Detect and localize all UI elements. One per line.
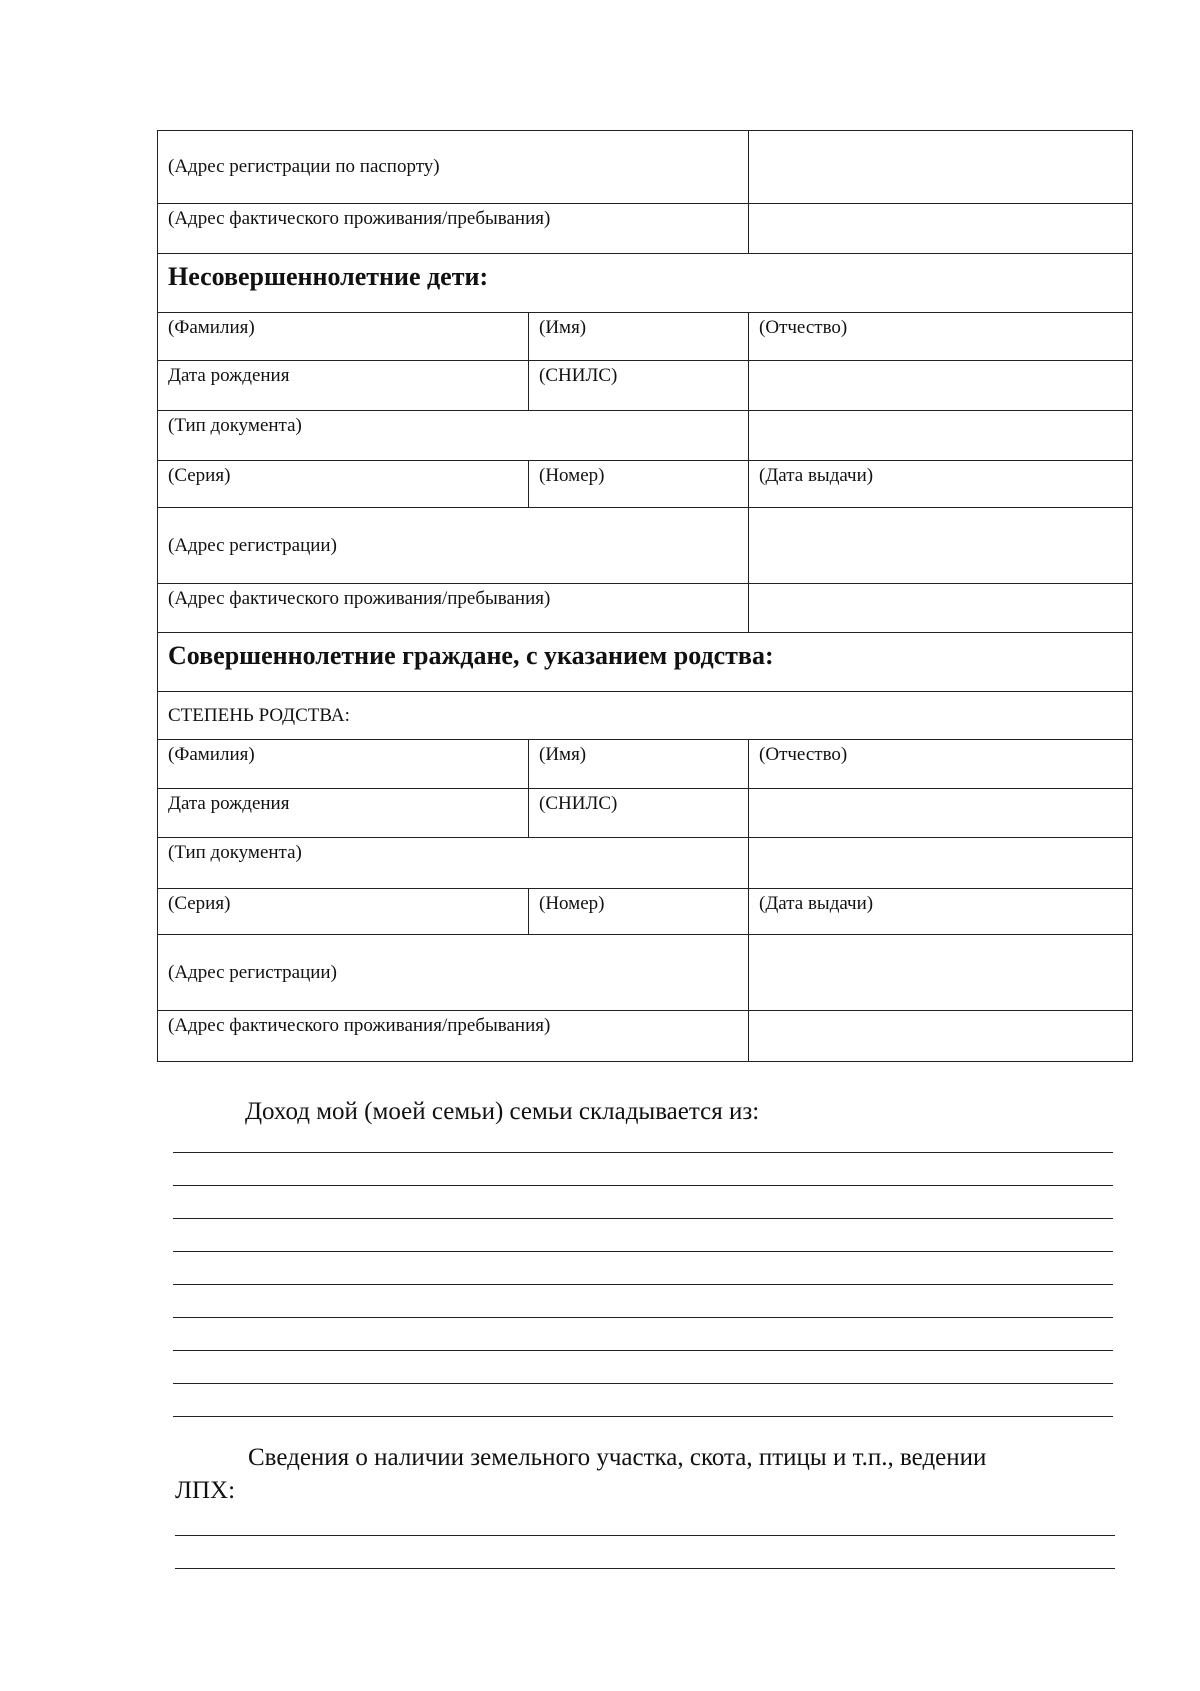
minor-series-label: (Серия): [158, 461, 529, 508]
reg-address-passport-label: (Адрес регистрации по паспорту): [158, 131, 749, 204]
minor-actual-address-label: (Адрес фактического проживания/пребывания): [158, 584, 749, 633]
adult-reg-address-label: (Адрес регистрации): [158, 935, 749, 1011]
adult-birth-date-label: Дата рождения: [158, 789, 529, 838]
minor-birth-date-label: Дата рождения: [158, 361, 529, 411]
adult-doc-type-field[interactable]: [749, 838, 1133, 889]
minor-snils-field[interactable]: [749, 361, 1133, 411]
minor-reg-address-field[interactable]: [749, 508, 1133, 584]
adult-snils-label: (СНИЛС): [529, 789, 749, 838]
minor-reg-address-label: (Адрес регистрации): [158, 508, 749, 584]
minor-issue-date-label: (Дата выдачи): [749, 461, 1133, 508]
income-line[interactable]: [173, 1350, 1113, 1351]
kinship-label: СТЕПЕНЬ РОДСТВА:: [158, 692, 1133, 740]
adult-patronymic-label: (Отчество): [749, 740, 1133, 789]
income-line[interactable]: [173, 1416, 1113, 1417]
income-line[interactable]: [173, 1383, 1113, 1384]
land-heading-line2: ЛПХ:: [175, 1477, 236, 1504]
adult-doc-type-label: (Тип документа): [158, 838, 749, 889]
adult-reg-address-field[interactable]: [749, 935, 1133, 1011]
adult-snils-field[interactable]: [749, 789, 1133, 838]
minor-surname-label: (Фамилия): [158, 313, 529, 361]
actual-address-label: (Адрес фактического проживания/пребывания): [158, 204, 749, 254]
income-heading: Доход мой (моей семьи) семьи складывается из:: [245, 1098, 760, 1125]
income-line[interactable]: [173, 1152, 1113, 1153]
adult-issue-date-label: (Дата выдачи): [749, 889, 1133, 935]
land-line[interactable]: [175, 1535, 1115, 1536]
minor-patronymic-label: (Отчество): [749, 313, 1133, 361]
land-line[interactable]: [175, 1568, 1115, 1569]
actual-address-field[interactable]: [749, 204, 1133, 254]
income-line[interactable]: [173, 1251, 1113, 1252]
minor-doc-type-label: (Тип документа): [158, 411, 749, 461]
reg-address-passport-field[interactable]: [749, 131, 1133, 204]
adult-series-label: (Серия): [158, 889, 529, 935]
adults-heading: Совершеннолетние граждане, с указанием родства:: [158, 633, 1133, 692]
adult-surname-label: (Фамилия): [158, 740, 529, 789]
income-line[interactable]: [173, 1185, 1113, 1186]
application-form-table: [157, 130, 1133, 1062]
minor-number-label: (Номер): [529, 461, 749, 508]
adult-actual-address-label: (Адрес фактического проживания/пребывания): [158, 1011, 749, 1062]
minors-heading: Несовершеннолетние дети:: [158, 254, 1133, 313]
minor-name-label: (Имя): [529, 313, 749, 361]
adult-actual-address-field[interactable]: [749, 1011, 1133, 1062]
income-line[interactable]: [173, 1218, 1113, 1219]
income-line[interactable]: [173, 1317, 1113, 1318]
minor-snils-label: (СНИЛС): [529, 361, 749, 411]
minor-doc-type-field[interactable]: [749, 411, 1133, 461]
land-heading-line1: Сведения о наличии земельного участка, скота, птицы и т.п., ведении: [248, 1444, 987, 1471]
minor-actual-address-field[interactable]: [749, 584, 1133, 633]
adult-number-label: (Номер): [529, 889, 749, 935]
income-line[interactable]: [173, 1284, 1113, 1285]
adult-name-label: (Имя): [529, 740, 749, 789]
